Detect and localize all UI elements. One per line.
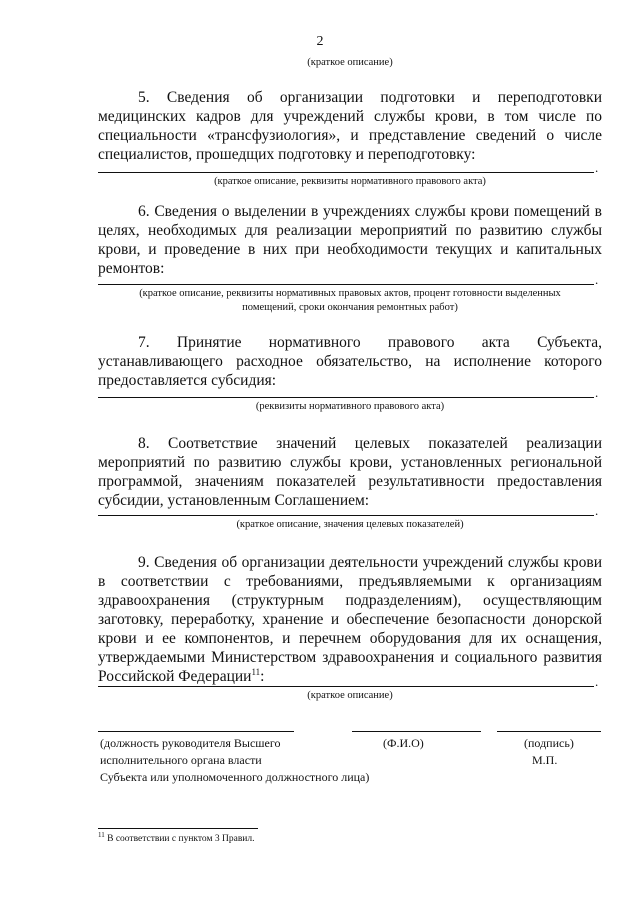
position-label: (должность руководителя Высшего исполнительного органа власти Субъекта или уполномоченного должностного лица) — [100, 736, 370, 784]
fio-signature-line — [352, 731, 481, 732]
section-7-text: 7. Принятие нормативного правового акта Субъекта, устанавливающего расходное обязательство, на исполнение которого предоставляется субсидия: — [98, 334, 602, 389]
section-6-fill-line — [98, 284, 594, 285]
fio-label: (Ф.И.О) — [383, 736, 424, 750]
section-7-line-end: . — [595, 385, 599, 400]
caption-top: (краткое описание) — [307, 57, 393, 68]
section-6-line-end: . — [595, 272, 599, 287]
page-number: 2 — [316, 34, 324, 49]
sign-signature-line — [497, 731, 601, 732]
section-8-text: 8. Соответствие значений целевых показателей реализации мероприятий по развитию службы крови, установленных региональной программой, значениям показателей результативности предоставления субсидии, установленным Соглашением: — [98, 435, 602, 509]
section-9-line-end: . — [595, 674, 599, 689]
footnote-ref: 11 — [251, 666, 261, 677]
section-8-fill-line — [98, 515, 594, 516]
section-6-text: 6. Сведения о выделении в учреждениях службы крови помещений в целях, необходимых для реализации мероприятий по развитию службы крови, и проведение в них при необходимости текущих и капитальных ремонтов: — [98, 203, 602, 277]
section-5-fill-line — [98, 172, 594, 173]
section-8-caption: (краткое описание, значения целевых показателей) — [236, 519, 464, 530]
section-9-fill-line — [98, 686, 594, 687]
footnote-rule — [98, 828, 258, 829]
section-5-text: 5. Сведения об организации подготовки и переподготовки медицинских кадров для учреждений службы крови, в том числе по специальности «трансфузиология», и представление сведений о числе специалистов, прошедщих подготовку и переподготовку: — [98, 89, 602, 163]
section-8-line-end: . — [595, 503, 599, 518]
stamp-label: М.П. — [532, 753, 558, 767]
section-7-caption: (реквизиты нормативного правового акта) — [255, 401, 445, 412]
section-6-caption-line1: (краткое описание, реквизиты нормативных правовых актов, процент готовности выделенных — [139, 288, 561, 299]
footnote: $^{11}$ В соответствии с пунктом 3 Правил. — [98, 830, 255, 844]
section-5-line-end: . — [595, 160, 599, 175]
section-6-caption-line2: помещений, сроки окончания ремонтных работ) — [242, 302, 458, 313]
position-signature-line — [98, 731, 294, 732]
section-9-caption: (краткое описание) — [307, 690, 393, 701]
section-9-text: 9. Сведения об организации деятельности учреждений службы крови в соответствии с требованиями, предъявляемыми к организациям здравоохранения (структурным подразделениям), осуществляющим заготовку, переработку, хранение и обеспечение безопасности донорской крови и ее компонентов, и перечнем оборудования для их оснащения, утверждаемыми Министерством здравоохранения и социального развития Российской Федерации$^{11}$: — [98, 554, 602, 685]
section-7-fill-line — [98, 397, 594, 398]
sign-label: (подпись) — [524, 736, 574, 750]
section-5-caption: (краткое описание, реквизиты нормативного правового акта) — [214, 176, 486, 187]
